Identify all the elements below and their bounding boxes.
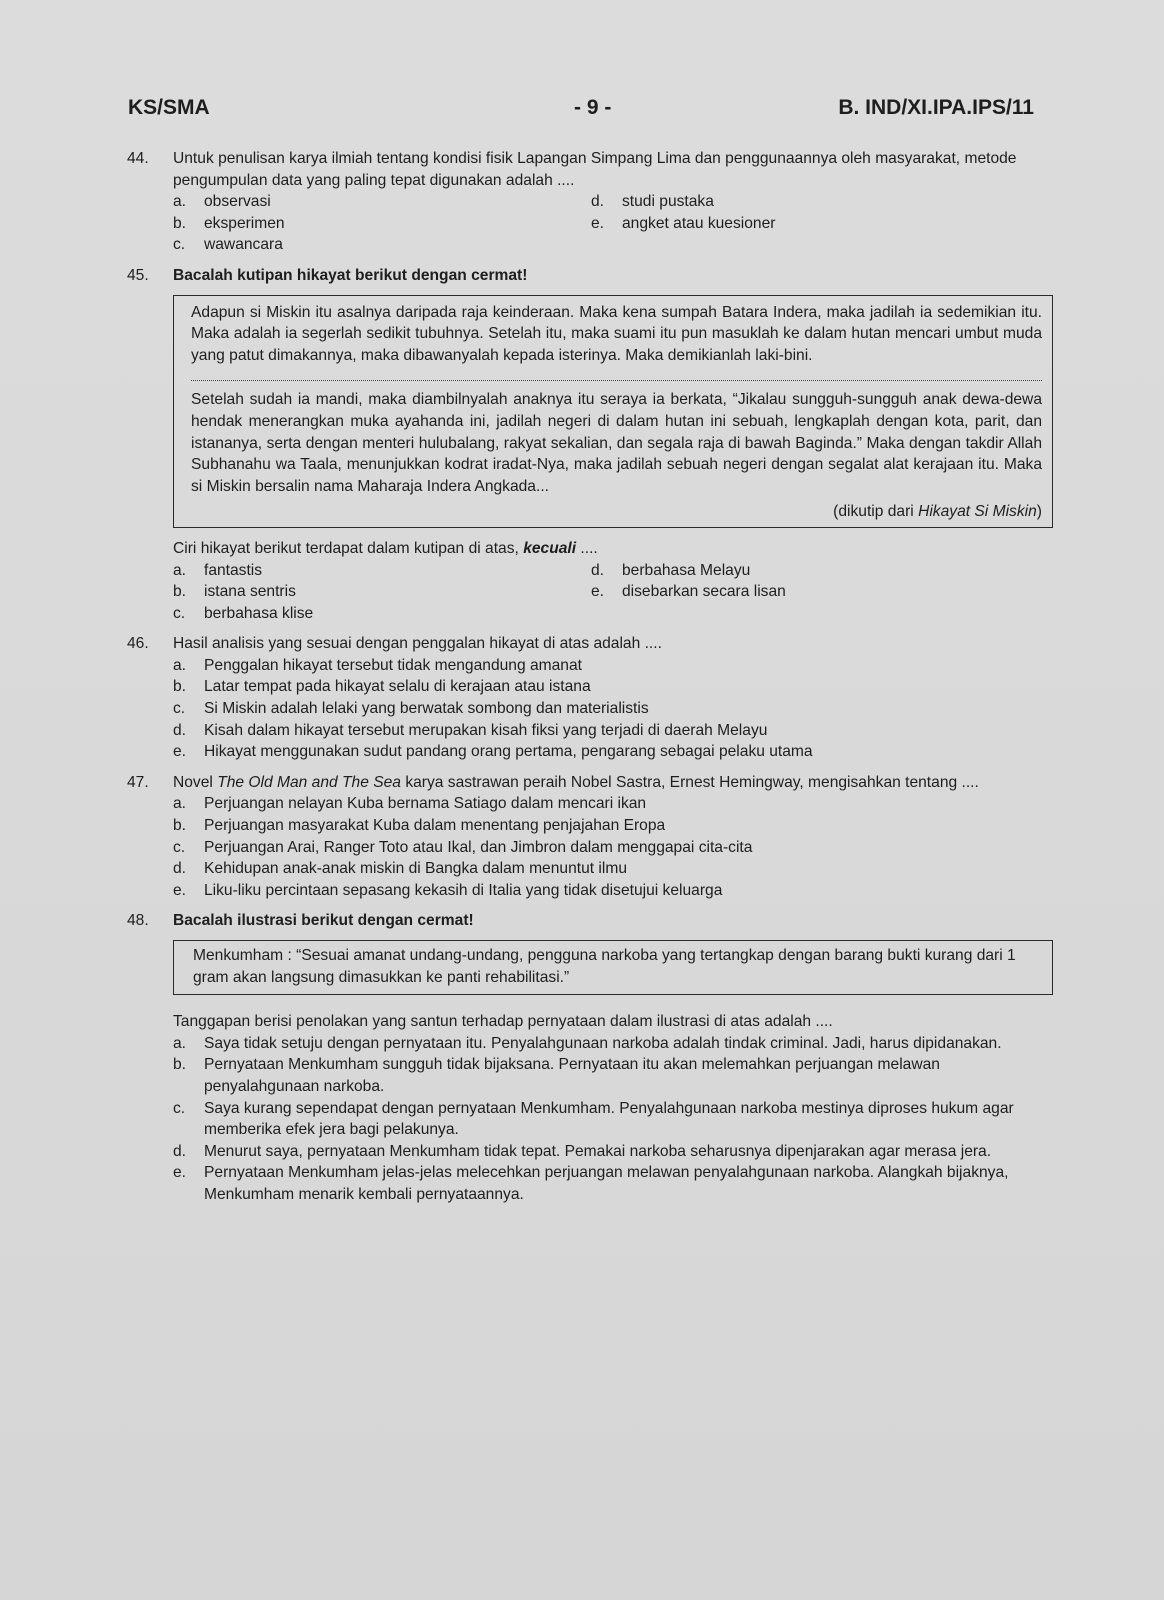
option-letter: c. [173, 1099, 186, 1117]
option-letter: a. [173, 656, 187, 674]
question-44 [127, 148, 1053, 256]
option-c[interactable] [173, 698, 1053, 720]
option-a[interactable] [173, 191, 591, 213]
excerpt-paragraph-2: Setelah sudah ia mandi, maka diambilnyalah anaknya itu seraya ia berkata, “Jikalau sungguh-sungguh anak dewa-dewa hendak menerangkan muka ayahanda ini, jadilah negeri di dalam hutan ini sebuah, lengkaplah dengan kota, parit, dan istananya, serta dengan menteri hulubalang, rakyat sekalian, dan segala raja di bawah Baginda.” Maka dengan takdir Allah Subhanahu wa Taala, menunjukkan kodrat iradat-Nya, maka jadilah sebuah negeri dengan segalat alat kerajaan itu. Maka si Miskin bersalin nama Maharaja Indera Angkada... [191, 391, 1042, 495]
option-letter: c. [173, 604, 186, 622]
option-e[interactable] [173, 1162, 1053, 1205]
option-a[interactable] [173, 1033, 1053, 1055]
option-text: Latar tempat pada hikayat selalu di kerajaan atau istana [204, 678, 591, 696]
question-number: 47. [127, 773, 149, 791]
option-letter: a. [173, 561, 187, 579]
option-b[interactable] [173, 581, 591, 603]
question-stem: Tanggapan berisi penolakan yang santun terhadap pernyataan dalam ilustrasi di atas adalah .... [173, 1013, 833, 1031]
options-grid [173, 191, 1053, 256]
option-letter: c. [173, 236, 186, 254]
option-letter: c. [173, 838, 186, 856]
option-d[interactable] [173, 858, 1053, 880]
option-text: observasi [204, 193, 271, 211]
header-school-code: KS/SMA [128, 96, 210, 119]
option-letter: c. [173, 700, 186, 718]
question-46 [127, 633, 1053, 763]
question-48 [127, 910, 1053, 1205]
stem-suffix: karya sastrawan peraih Nobel Sastra, Ernest Hemingway, mengisahkan tentang .... [400, 773, 979, 791]
option-b[interactable] [173, 1054, 1053, 1097]
option-text: Menurut saya, pernyataan Menkumham tidak tepat. Pemakai narkoba seharusnya dipenjarakan agar merasa jera. [204, 1142, 992, 1160]
option-text: Pernyataan Menkumham jelas-jelas melecehkan perjuangan melawan penyalahgunaan narkoba. Alangkah bijaknya, Menkumham menarik kembali pernyataannya. [204, 1164, 1009, 1203]
option-text: Kehidupan anak-anak miskin di Bangka dalam menuntut ilmu [204, 860, 628, 878]
option-d[interactable] [173, 1141, 1053, 1163]
options-grid [173, 560, 1053, 625]
option-letter: a. [173, 193, 187, 211]
option-letter: e. [591, 583, 605, 601]
illustration-box: Menkumham : “Sesuai amanat undang-undang, pengguna narkoba yang tertangkap dengan barang bukti kurang dari 1 gram akan langsung dimasukkan ke panti rehabilitasi.” [173, 940, 1053, 995]
question-45 [127, 265, 1053, 624]
option-letter: d. [591, 193, 605, 211]
option-text: istana sentris [204, 583, 296, 601]
question-stem: Hasil analisis yang sesuai dengan penggalan hikayat di atas adalah .... [173, 635, 662, 653]
option-text: fantastis [204, 561, 263, 579]
question-47 [127, 772, 1053, 902]
option-letter: b. [173, 678, 187, 696]
option-a[interactable] [173, 793, 1053, 815]
option-text: wawancara [204, 236, 283, 254]
option-text: Saya tidak setuju dengan pernyataan itu. Penyalahgunaan narkoba adalah tindak criminal. Jadi, harus dipidanakan. [204, 1034, 1002, 1052]
question-stem: Untuk penulisan karya ilmiah tentang kondisi fisik Lapangan Simpang Lima dan penggunaannya oleh masyarakat, metode pengumpulan data yang paling tepat digunakan adalah .... [173, 150, 1017, 189]
question-stem [173, 772, 1053, 794]
option-text: Si Miskin adalah lelaki yang berwatak sombong dan materialistis [204, 700, 649, 718]
stem-suffix: .... [576, 539, 598, 557]
question-instruction: Bacalah ilustrasi berikut dengan cermat! [173, 912, 474, 930]
source-title: Hikayat Si Miskin [918, 503, 1037, 521]
question-instruction: Bacalah kutipan hikayat berikut dengan cermat! [173, 266, 528, 284]
option-e[interactable] [173, 880, 1053, 902]
option-text: Pernyataan Menkumham sungguh tidak bijaksana. Pernyataan itu akan melemahkan perjuangan melawan penyalahgunaan narkoba. [204, 1056, 940, 1095]
source-prefix: (dikutip dari [833, 503, 919, 521]
option-a[interactable] [173, 560, 591, 582]
option-text: angket atau kuesioner [622, 214, 776, 232]
option-text: Perjuangan Arai, Ranger Toto atau Ikal, dan Jimbron dalam menggapai cita-cita [204, 838, 753, 856]
question-number: 45. [127, 266, 149, 284]
option-text: berbahasa Melayu [622, 561, 751, 579]
option-c[interactable] [173, 837, 1053, 859]
page-number: - 9 - [574, 96, 612, 119]
option-c[interactable] [173, 1098, 1053, 1141]
excerpt-paragraph-1: Adapun si Miskin itu asalnya daripada raja keinderaan. Maka kena sumpah Batara Indera, maka jadilah ia sedemikian itu. Maka adalah ia segerlah sedikit tubuhnya. Setelah itu, maka suami itu pun masuklah ke dalam hutan mencari umbut muda yang patut dimakannya, maka dibawanyalah kepada isterinya. Maka demikianlah laki-bini. [191, 303, 1042, 364]
option-text: Kisah dalam hikayat tersebut merupakan kisah fiksi yang terjadi di daerah Melayu [204, 721, 768, 739]
option-letter: e. [173, 1164, 187, 1182]
option-text: studi pustaka [622, 193, 714, 211]
option-c[interactable] [173, 234, 591, 256]
option-b[interactable] [173, 676, 1053, 698]
stem-emphasis: kecuali [523, 539, 577, 557]
option-letter: d. [591, 561, 605, 579]
option-b[interactable] [173, 213, 591, 235]
option-text: Penggalan hikayat tersebut tidak mengandung amanat [204, 656, 582, 674]
source-suffix: ) [1036, 503, 1042, 521]
question-number: 46. [127, 635, 149, 653]
option-text: berbahasa klise [204, 604, 314, 622]
question-stem [173, 538, 1053, 560]
option-text: Perjuangan nelayan Kuba bernama Satiago dalam mencari ikan [204, 795, 647, 813]
page-header [128, 96, 1034, 122]
option-e[interactable] [591, 581, 1053, 603]
option-letter: d. [173, 721, 187, 739]
option-d[interactable] [173, 720, 1053, 742]
option-letter: a. [173, 795, 187, 813]
option-e[interactable] [173, 741, 1053, 763]
option-text: Hikayat menggunakan sudut pandang orang pertama, pengarang sebagai pelaku utama [204, 743, 813, 761]
excerpt-source [191, 501, 1042, 523]
option-c[interactable] [173, 603, 591, 625]
ellipsis-divider [191, 370, 1042, 381]
option-text: disebarkan secara lisan [622, 583, 786, 601]
option-letter: d. [173, 860, 187, 878]
option-text: Perjuangan masyarakat Kuba dalam menentang penjajahan Eropa [204, 817, 666, 835]
option-d[interactable] [591, 560, 1053, 582]
option-letter: b. [173, 214, 187, 232]
question-number: 44. [127, 150, 149, 167]
option-e[interactable] [591, 213, 1053, 235]
option-d[interactable] [591, 191, 1053, 213]
stem-prefix: Ciri hikayat berikut terdapat dalam kutipan di atas, [173, 539, 524, 557]
exam-content [127, 148, 1053, 1215]
option-letter: b. [173, 583, 187, 601]
option-letter: e. [173, 881, 187, 899]
option-letter: a. [173, 1034, 187, 1052]
option-letter: e. [173, 743, 187, 761]
hikayat-excerpt-box [173, 295, 1053, 528]
stem-prefix: Novel [173, 773, 218, 791]
option-text: eksperimen [204, 214, 285, 232]
header-subject-code: B. IND/XI.IPA.IPS/11 [838, 96, 1034, 119]
option-b[interactable] [173, 815, 1053, 837]
option-text: Saya kurang sependapat dengan pernyataan Menkumham. Penyalahgunaan narkoba mestinya diproses hukum agar memberika efek jera bagi pelakunya. [204, 1099, 1014, 1139]
question-number: 48. [127, 912, 149, 930]
option-letter: e. [591, 214, 605, 232]
novel-title: The Old Man and The Sea [217, 773, 401, 791]
option-a[interactable] [173, 655, 1053, 677]
option-text: Liku-liku percintaan sepasang kekasih di Italia yang tidak disetujui keluarga [204, 881, 723, 899]
option-letter: d. [173, 1142, 187, 1160]
option-letter: b. [173, 1056, 187, 1074]
option-letter: b. [173, 817, 187, 835]
